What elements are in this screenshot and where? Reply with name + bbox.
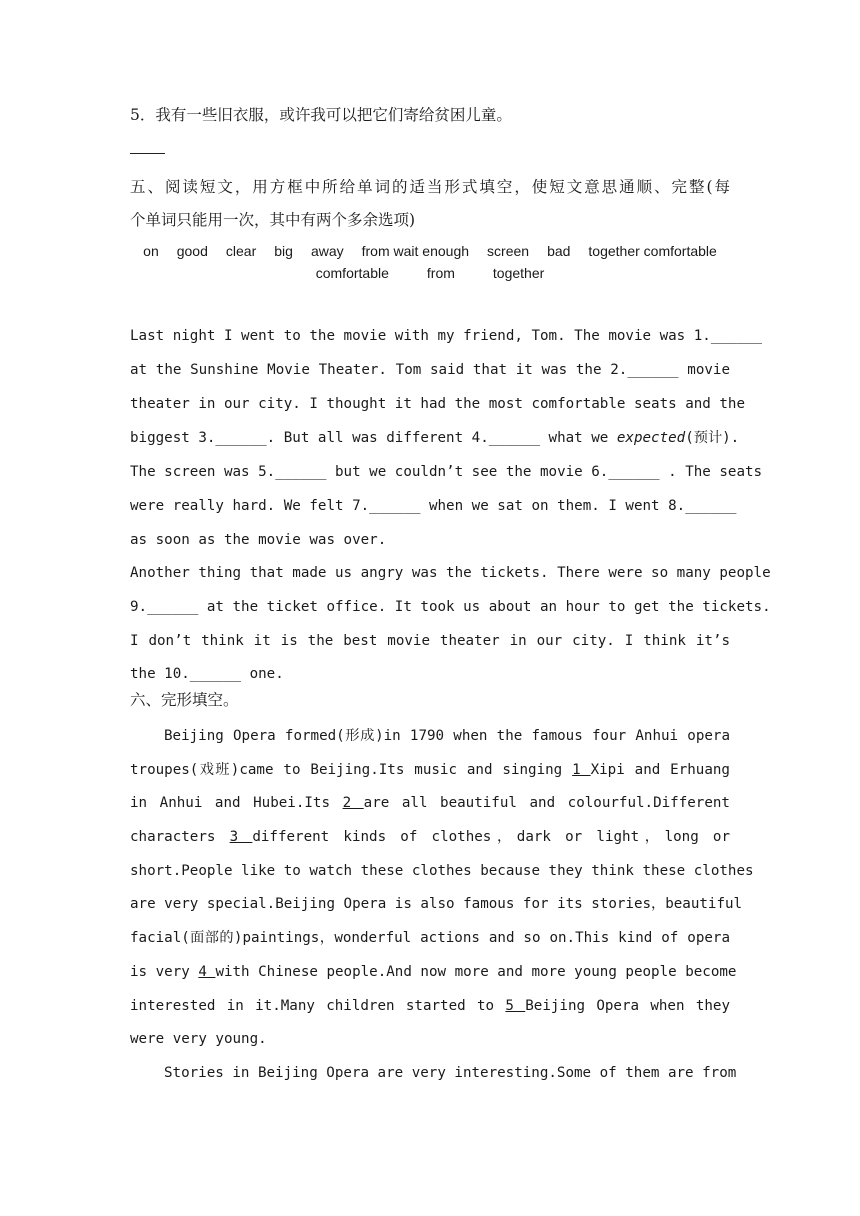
cloze-text: troupes(戏班)came to Beijing.Its music and singing	[130, 762, 573, 778]
passage-text: (预计).	[685, 430, 740, 446]
cloze-text: with Chinese people.And now more and more young people become	[215, 964, 737, 980]
cloze-line	[130, 793, 730, 813]
word-option: comfortable	[315, 265, 389, 281]
cloze-blank-1: 1	[572, 762, 591, 778]
passage-line: Another thing that made us angry was the tickets. There were so many people	[130, 565, 771, 581]
passage-line: Last night I went to the movie with my friend, Tom. The movie was 1.______	[130, 328, 763, 344]
cloze-line: were very young.	[130, 1031, 267, 1047]
passage-line	[130, 428, 740, 448]
passage-line: I don’t think it is the best movie theater in our city. I think it’s	[130, 633, 730, 649]
cloze-line	[130, 760, 730, 780]
word-option: clear	[225, 243, 257, 259]
cloze-text: different kinds of clothes，dark or light，long or	[252, 829, 730, 845]
cloze-line: short.People like to watch these clothes because they think these clothes	[130, 863, 754, 879]
cloze-blank-3: 3	[229, 829, 253, 845]
section-5-title-line-1: 五、阅读短文，用方框中所给单词的适当形式填空，使短文意思通顺、完整(每	[130, 178, 730, 196]
word-option: away	[310, 243, 344, 259]
cloze-text: interested in it.Many children started to	[130, 998, 506, 1014]
word-option: bad	[547, 243, 571, 259]
cloze-text: Xipi and Erhuang	[590, 762, 730, 778]
passage-line: The screen was 5.______ but we couldn’t see the movie 6.______ . The seats	[130, 464, 763, 480]
word-option: together comfortable	[588, 243, 717, 259]
word-option: big	[274, 243, 293, 259]
passage-line: the 10.______ one.	[130, 666, 284, 682]
cloze-blank-2: 2	[342, 795, 364, 811]
word-option: good	[176, 243, 208, 259]
cloze-line: facial(面部的)paintings，wonderful actions and so on.This kind of opera	[130, 930, 730, 946]
answer-blank-line	[130, 153, 165, 154]
passage-line: at the Sunshine Movie Theater. Tom said that it was the 2.______ movie	[130, 362, 730, 378]
word-option: on	[143, 243, 159, 259]
cloze-blank-4: 4	[198, 964, 216, 980]
passage-line: theater in our city. I thought it had the most comfortable seats and the	[130, 396, 745, 412]
cloze-text: are all beautiful and colourful.Different	[363, 795, 730, 811]
cloze-text: characters	[130, 829, 230, 845]
word-box-row-1	[130, 241, 730, 261]
cloze-line: are very special.Beijing Opera is also famous for its stories，beautiful	[130, 896, 743, 912]
italic-word: expected	[616, 430, 686, 446]
cloze-blank-5: 5	[505, 998, 526, 1014]
section-6-title: 六、完形填空。	[130, 691, 239, 709]
passage-text: biggest 3.______. But all was different 4.______ what we	[130, 430, 617, 446]
passage-line: as soon as the movie was over.	[130, 532, 387, 548]
cloze-text: Beijing Opera when they	[525, 998, 730, 1014]
cloze-text: in Anhui and Hubei.Its	[130, 795, 343, 811]
cloze-line: Beijing Opera formed(形成)in 1790 when the famous four Anhui opera	[164, 728, 730, 744]
passage-line: were really hard. We felt 7.______ when we sat on them. I went 8.______	[130, 498, 737, 514]
word-option: from	[426, 265, 455, 281]
question-5-text: 5．我有一些旧衣服，或许我可以把它们寄给贫困儿童。	[130, 106, 512, 124]
cloze-line	[130, 962, 737, 982]
cloze-line	[130, 827, 730, 847]
cloze-line	[130, 996, 730, 1016]
passage-line: 9.______ at the ticket office. It took us about an hour to get the tickets.	[130, 599, 771, 615]
section-5-title-line-2: 个单词只能用一次，其中有两个多余选项)	[130, 211, 416, 229]
word-box-row-2	[130, 263, 730, 283]
word-option: together	[492, 265, 545, 281]
word-option: screen	[487, 243, 530, 259]
cloze-line: Stories in Beijing Opera are very interesting.Some of them are from	[164, 1065, 737, 1081]
word-option: from wait enough	[361, 243, 470, 259]
cloze-text: is very	[130, 964, 199, 980]
